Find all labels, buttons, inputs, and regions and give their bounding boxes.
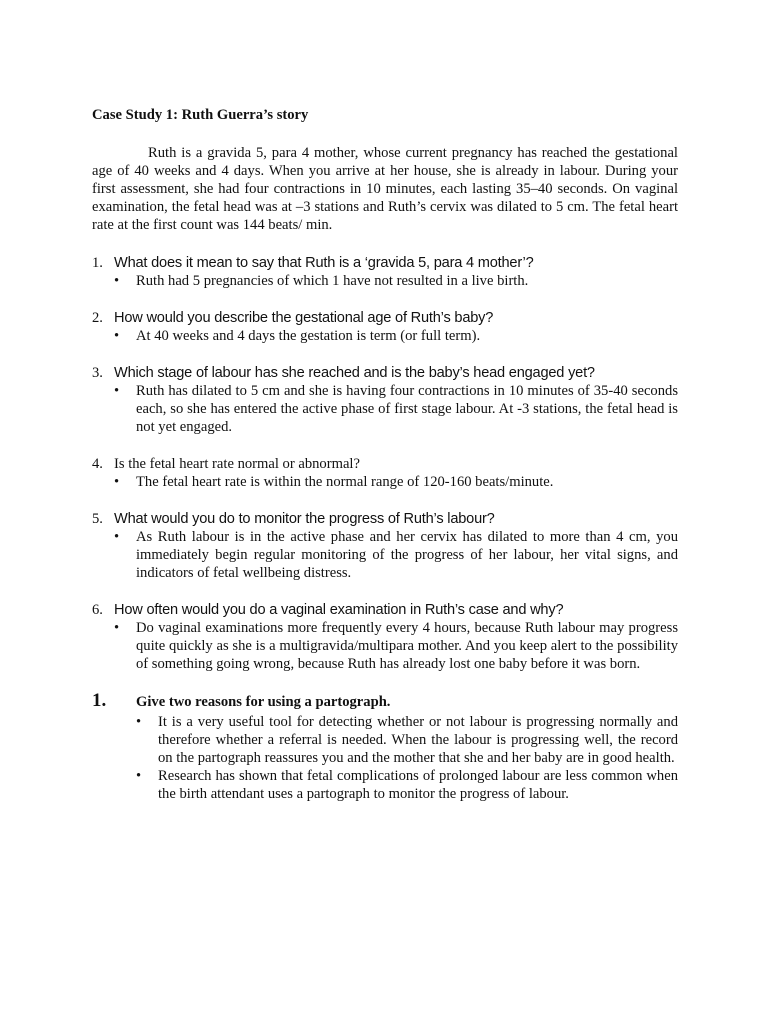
answer-list (92, 327, 678, 345)
answer-text: Research has shown that fetal complications of prolonged labour are less common when the birth attendant uses a partograph to monitor the progress of labour. (158, 768, 678, 802)
case-intro-paragraph: Ruth is a gravida 5, para 4 mother, whose current pregnancy has reached the gestational age of 40 weeks and 4 days. When you arrive at her house, she is already in labour. During your first assessment, she had four contractions in 10 minutes, each lasting 35–40 seconds. On vaginal examination, the fetal head was at –3 stations and Ruth’s cervix was dilated to 5 cm. The fetal heart rate at the first count was 144 beats/ min. (92, 145, 678, 233)
question-number: 3. (92, 365, 103, 381)
bullet-icon: • (114, 383, 120, 399)
answer-item (114, 528, 678, 582)
section-number: 1. (92, 690, 107, 711)
question-number: 2. (92, 310, 103, 326)
answer-list (92, 528, 678, 582)
bullet-icon: • (114, 273, 120, 289)
answer-item (114, 382, 678, 436)
answer-list (92, 382, 678, 436)
question-text: What does it mean to say that Ruth is a ‘gravida 5, para 4 mother’? (114, 255, 534, 271)
bullet-icon: • (114, 474, 120, 490)
answer-item (136, 767, 678, 803)
question-item (92, 309, 678, 345)
answer-text: At 40 weeks and 4 days the gestation is term (or full term). (136, 328, 481, 344)
answer-text: It is a very useful tool for detecting whether or not labour is progressing normally and therefore whether a referral is needed. When the labour is progressing well, the record on the partograph reassures you and the mother that she and her baby are in good health. (158, 714, 678, 766)
answer-item (114, 473, 678, 491)
answer-text: As Ruth labour is in the active phase and her cervix has dilated to more than 4 cm, you immediately begin regular monitoring of the progress of her labour, her vital signs, and indicators of fetal wellbeing distress. (136, 529, 678, 581)
answer-text: Ruth had 5 pregnancies of which 1 have not resulted in a live birth. (136, 273, 529, 289)
question-text: Which stage of labour has she reached and is the baby’s head engaged yet? (114, 365, 595, 381)
question-item (92, 601, 678, 673)
question-number: 4. (92, 456, 103, 472)
answer-item (114, 327, 678, 345)
case-study-title: Case Study 1: Ruth Guerra’s story (92, 107, 309, 123)
partograph-section (92, 692, 678, 803)
section-heading: Give two reasons for using a partograph. (136, 694, 391, 710)
answer-text: Ruth has dilated to 5 cm and she is having four contractions in 10 minutes of 35-40 seconds each, so she has entered the active phase of first stage labour. At -3 stations, the fetal head is not yet engaged. (136, 383, 678, 435)
question-text: What would you do to monitor the progress of Ruth’s labour? (114, 511, 495, 527)
question-number: 6. (92, 602, 103, 618)
question-text: How would you describe the gestational age of Ruth’s baby? (114, 310, 494, 326)
question-item (92, 455, 678, 491)
answer-item (114, 272, 678, 290)
bullet-icon: • (136, 768, 142, 784)
answer-text: The fetal heart rate is within the normal range of 120-160 beats/minute. (136, 474, 554, 490)
answer-item (114, 619, 678, 673)
answer-list (92, 619, 678, 673)
bullet-icon: • (114, 620, 120, 636)
question-number: 5. (92, 511, 103, 527)
answer-item (136, 713, 678, 767)
question-item (92, 510, 678, 582)
bullet-icon: • (114, 529, 120, 545)
question-list (92, 254, 678, 673)
answer-text: Do vaginal examinations more frequently every 4 hours, because Ruth labour may progress quite quickly as she is a multigravida/multipara mother. And you keep alert to the possibility of something going wrong, because Ruth has already lost one baby before it was born. (136, 620, 678, 672)
answer-list (92, 473, 678, 491)
question-item (92, 364, 678, 436)
question-text: How often would you do a vaginal examination in Ruth’s case and why? (114, 602, 564, 618)
question-item (92, 254, 678, 290)
question-text: Is the fetal heart rate normal or abnormal? (114, 456, 360, 472)
document-content (92, 106, 678, 803)
bullet-icon: • (114, 328, 120, 344)
answer-list (92, 272, 678, 290)
question-number: 1. (92, 255, 103, 271)
bullet-icon: • (136, 714, 142, 730)
answer-list (92, 713, 678, 803)
